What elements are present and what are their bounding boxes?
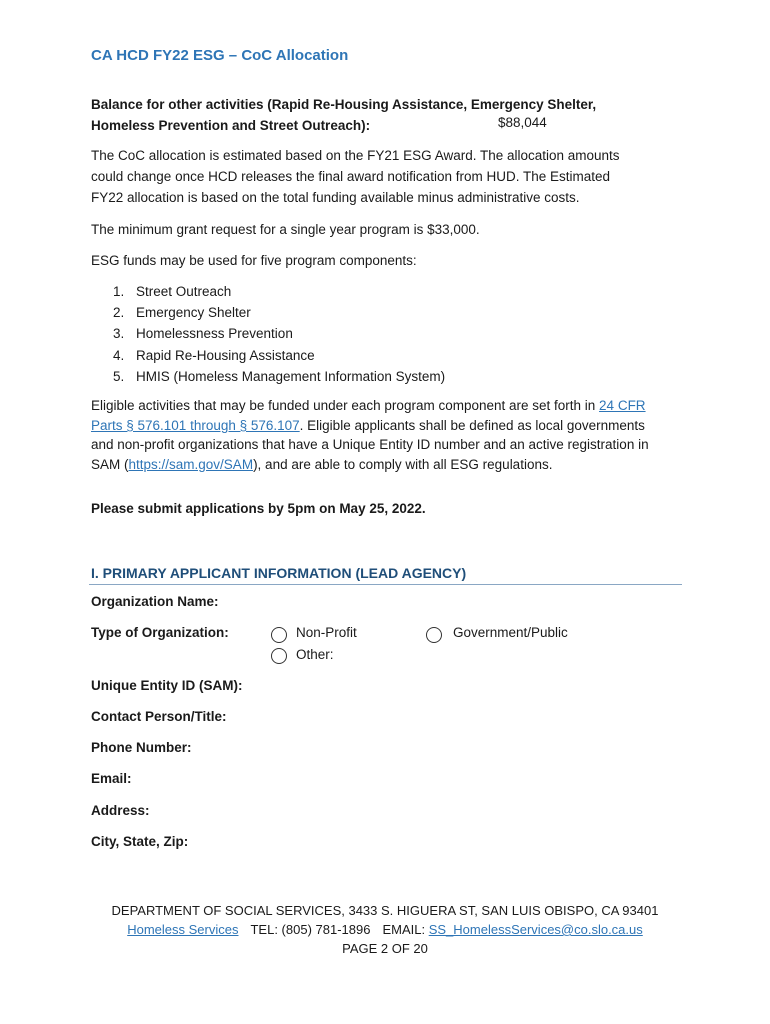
list-item	[113, 302, 445, 323]
allocation-line-1: The CoC allocation is estimated based on the FY21 ESG Award. The allocation amounts	[91, 148, 620, 163]
email-link[interactable]: SS_HomelessServices@co.slo.ca.us	[428, 922, 643, 937]
government-label: Government/Public	[453, 625, 568, 640]
minimum-grant-paragraph: The minimum grant request for a single year program is $33,000.	[91, 222, 480, 237]
footer-email-label: EMAIL:	[382, 922, 426, 937]
list-item-text: HMIS (Homeless Management Information System)	[136, 368, 446, 384]
eligibility-text-2: . Eligible applicants shall be defined as local governments and non-profit organizations that have a Unique Entity ID number and an active registration in SAM (	[91, 417, 649, 472]
page-title: CA HCD FY22 ESG – CoC Allocation	[91, 47, 349, 64]
list-item-number: 1.	[113, 284, 125, 299]
list-item	[113, 366, 445, 387]
footer-contact	[0, 922, 770, 937]
other-radio[interactable]	[271, 648, 287, 664]
city-state-zip-label: City, State, Zip:	[91, 834, 189, 849]
eligibility-paragraph	[91, 396, 666, 474]
sam-link[interactable]: https://sam.gov/SAM	[128, 456, 254, 472]
footer-address: DEPARTMENT OF SOCIAL SERVICES, 3433 S. HIGUERA ST, SAN LUIS OBISPO, CA 93401	[111, 903, 659, 918]
org-name-label: Organization Name:	[91, 594, 219, 609]
org-type-label: Type of Organization:	[91, 625, 229, 640]
other-label: Other:	[296, 647, 334, 662]
email-label: Email:	[91, 771, 132, 786]
uei-label: Unique Entity ID (SAM):	[91, 678, 243, 693]
components-list	[113, 281, 445, 387]
list-item-number: 5.	[113, 368, 125, 384]
address-label: Address:	[91, 803, 150, 818]
list-item	[113, 323, 445, 344]
components-intro-paragraph: ESG funds may be used for five program components:	[91, 253, 417, 268]
list-item	[113, 345, 445, 366]
allocation-line-2: could change once HCD releases the final award notification from HUD. The Estimated	[91, 169, 611, 184]
balance-label-line2: Homeless Prevention and Street Outreach):	[91, 118, 371, 133]
contact-label: Contact Person/Title:	[91, 709, 227, 724]
nonprofit-radio[interactable]	[271, 627, 287, 643]
list-item-text: Street Outreach	[136, 284, 232, 299]
cfr-link[interactable]: 24 CFR Parts § 576.101 through § 576.107	[91, 398, 646, 433]
section-heading: I. PRIMARY APPLICANT INFORMATION (LEAD AGENCY)	[91, 565, 467, 581]
allocation-paragraph	[91, 145, 671, 208]
submission-deadline: Please submit applications by 5pm on May 25, 2022.	[91, 501, 426, 516]
balance-amount: $88,044	[498, 115, 547, 130]
list-item-number: 4.	[113, 347, 125, 363]
list-item-number: 3.	[113, 326, 125, 342]
page-number: PAGE 2 OF 20	[342, 941, 428, 956]
section-divider	[89, 584, 682, 585]
eligibility-text-3: ), and are able to comply with all ESG regulations.	[253, 456, 553, 472]
allocation-line-3: FY22 allocation is based on the total funding available minus administrative costs.	[91, 190, 580, 205]
nonprofit-label: Non-Profit	[296, 625, 357, 640]
footer-tel: TEL: (805) 781-1896	[250, 922, 371, 937]
list-item-text: Homelessness Prevention	[136, 326, 293, 342]
list-item-text: Rapid Re-Housing Assistance	[136, 347, 315, 363]
eligibility-text-1: Eligible activities that may be funded under each program component are set forth in	[91, 398, 600, 413]
list-item-number: 2.	[113, 305, 125, 321]
list-item	[113, 281, 445, 302]
balance-label-line1: Balance for other activities (Rapid Re-Housing Assistance, Emergency Shelter,	[91, 97, 597, 112]
homeless-services-link[interactable]: Homeless Services	[127, 922, 239, 937]
phone-label: Phone Number:	[91, 740, 192, 755]
list-item-text: Emergency Shelter	[136, 305, 251, 321]
government-radio[interactable]	[426, 627, 442, 643]
